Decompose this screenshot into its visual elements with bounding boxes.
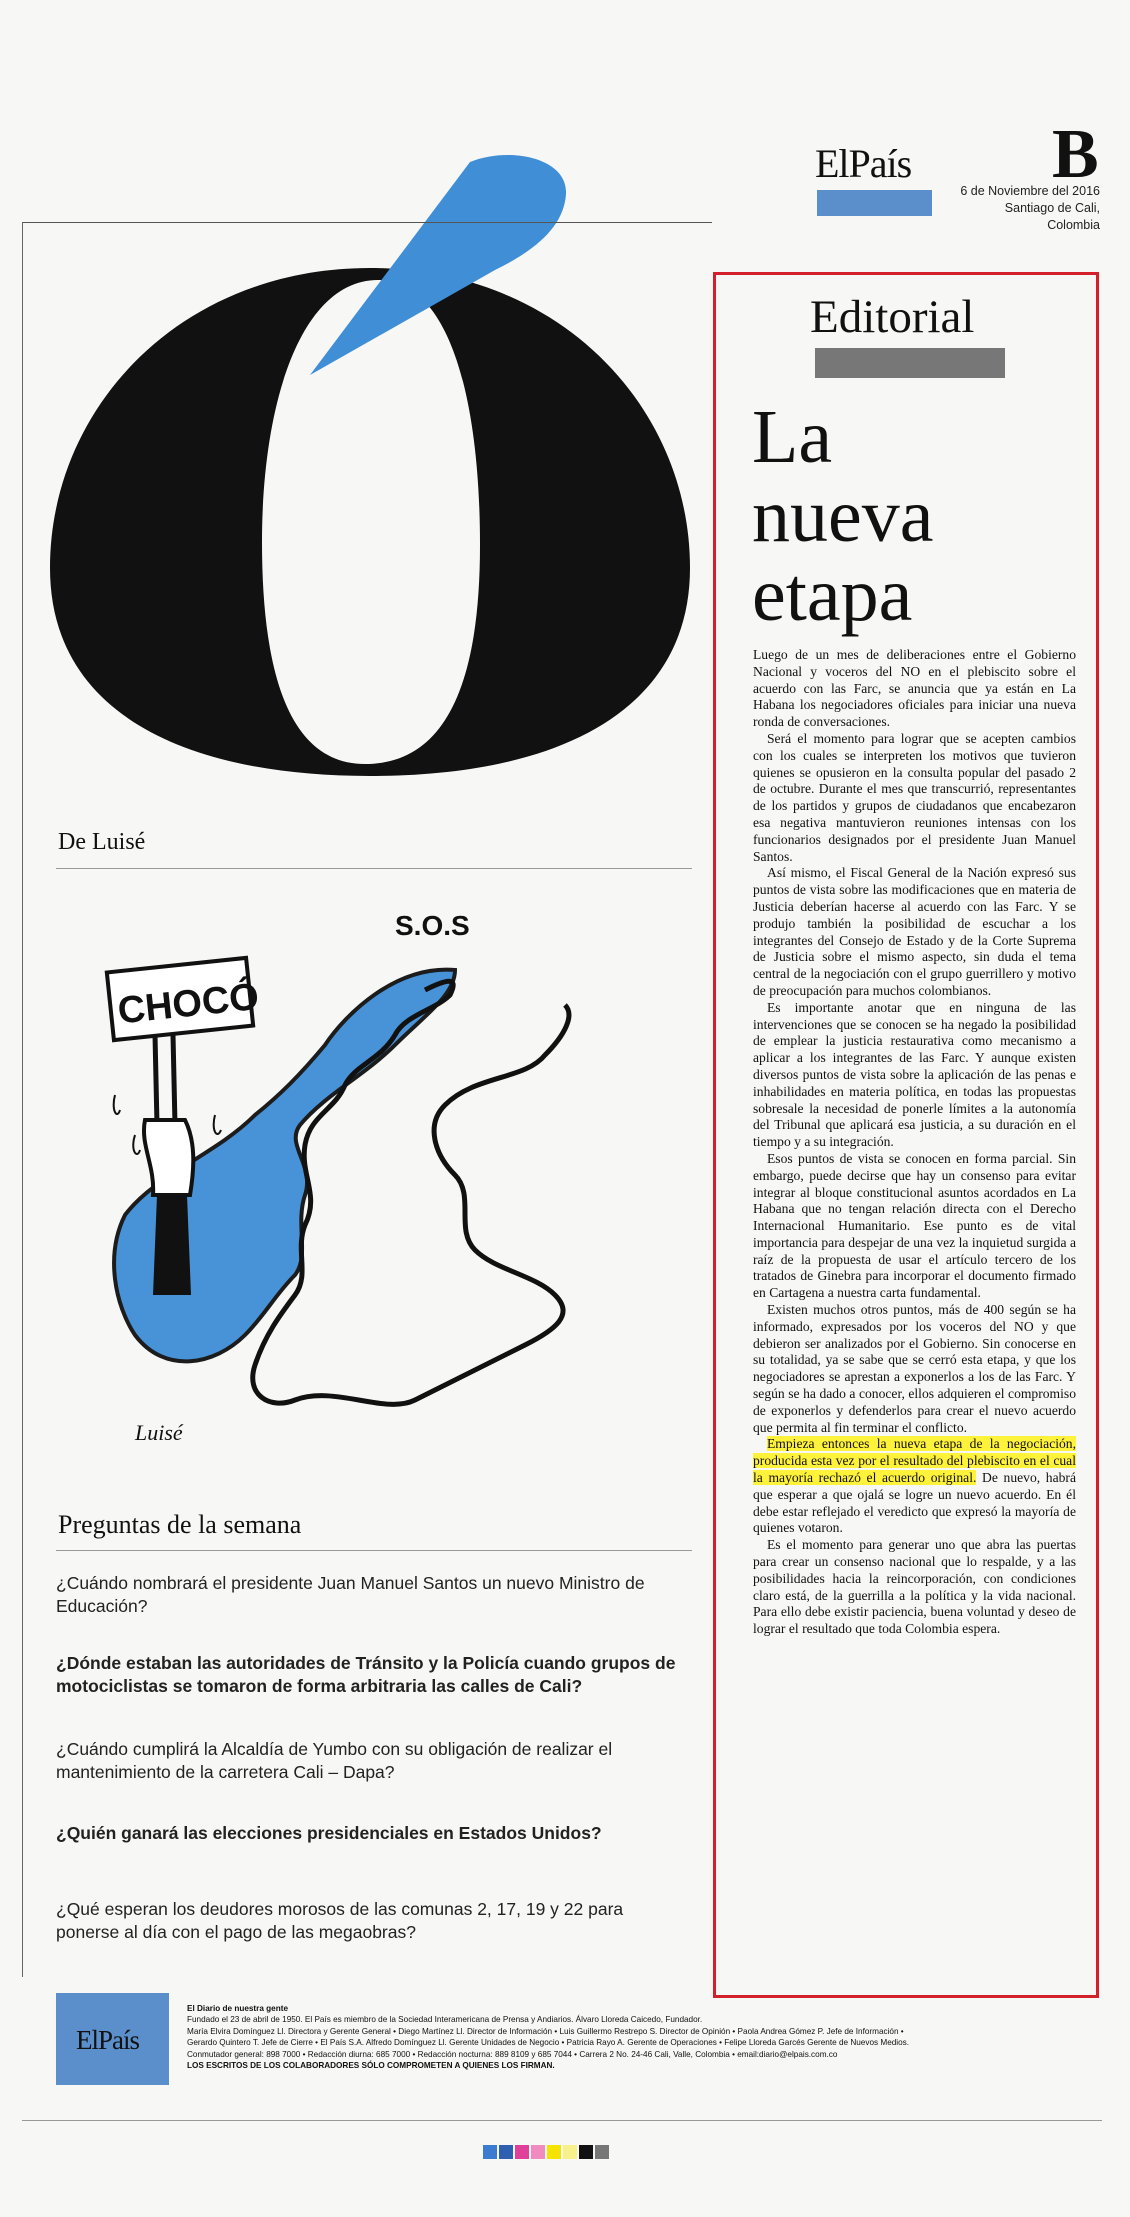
editorial-paragraph: Es el momento para generar uno que abra las puertas para crear un consenso nacional que lo respalde, y a las posibilidades hacia la reincorporación, con condiciones claro está, de la guerrilla a la política y la vida nacional. Para ello debe existir paciencia, buena voluntad y deseo de lograr el resultado que toda Colombia espera. [753, 1537, 1076, 1637]
top-rule [22, 222, 712, 223]
question-item: ¿Dónde estaban las autoridades de Tránsito y la Policía cuando grupos de motociclistas se tomaron de forma arbitraria las calles de Cali? [56, 1653, 676, 1696]
color-swatch [531, 2145, 545, 2159]
editorial-paragraph: Así mismo, el Fiscal General de la Nación expresó sus puntos de vista sobre las modificaciones que en materia de Justicia deberían hacerse al acuerdo con las Farc. Y se produjo también la posibilidad de escuchar a los integrantes del Consejo de Estado y de la Corte Suprema de Justicia sobre el mismo aspecto, sin duda el tema central de la negociación con el grupo guerrillero y motivo de preocupación para muchos colombianos. [753, 865, 1076, 998]
questions-heading: Preguntas de la semana [58, 1510, 302, 1539]
footer-line: Fundado el 23 de abril de 1950. El País es miembro de la Sociedad Interamericana de Prensa y Andiarios. Álvaro Lloreda Caicedo, Fundador. [187, 2015, 703, 2025]
footer-disclaimer: LOS ESCRITOS DE LOS COLABORADORES SÓLO COMPROMETEN A QUIENES LOS FIRMAN. [187, 2061, 555, 2071]
footer-rule [22, 2120, 1102, 2121]
cartoon-sign-text: CHOCÓ [115, 975, 261, 1033]
color-swatch [483, 2145, 497, 2159]
color-swatch [515, 2145, 529, 2159]
color-swatch [563, 2145, 577, 2159]
question-item: ¿Cuándo cumplirá la Alcaldía de Yumbo con su obligación de realizar el mantenimiento de la carretera Cali – Dapa? [56, 1739, 613, 1782]
print-color-marks [483, 2145, 609, 2159]
section-letter: B [1052, 116, 1099, 193]
editorial-label-bar [815, 348, 1005, 378]
color-swatch [499, 2145, 513, 2159]
footer-credits [187, 2003, 1087, 2071]
paragraph-continuation: De nuevo, habrá que esperar a que ojalá se logre un nuevo acuerdo. En él debe estar reflejado el veredicto que expresó la mayoría de quienes votaron. [753, 1470, 1076, 1536]
color-swatch [595, 2145, 609, 2159]
footer-tagline: El Diario de nuestra gente [187, 2004, 289, 2013]
editorial-paragraph: Existen muchos otros puntos, más de 400 según se ha informado, expresados por los voceros del NO y que debieron ser analizados por el Gobierno. Sin conocerse en su totalidad, ya se sabe que se cerró esta etapa, y que los negociadores se aprestan a exponerlos a los de las Farc. Y según se ha dado a conocer, ellos adquieren el compromiso de exponerlos y defenderlos para crear el nuevo acuerdo que permita al fin terminar el conflicto. [753, 1302, 1076, 1435]
footer-line: María Elvira Domínguez Ll. Directora y Gerente General • Diego Martínez Ll. Director de Información • Luis Guillermo Restrepo S. Director de Opinión • Paola Andrea Gómez P. Jefe de Información • [187, 2026, 904, 2036]
footer-line: Conmutador general: 898 7000 • Redacción diurna: 685 7000 • Redacción nocturna: 889 8109 y 685 7044 • Carrera 2 No. 24-46 Cali, Valle, Colombia • email:diario@elpais.com.co [187, 2049, 838, 2059]
color-swatch [547, 2145, 561, 2159]
editorial-paragraph: Luego de un mes de deliberaciones entre el Gobierno Nacional y voceros del NO en el plebiscito sobre el acuerdo con las Farc, se anuncia que ya están en La Habana los negociadores oficiales para iniciar una nueva ronda de conversaciones. [753, 647, 1076, 730]
editorial-body [753, 647, 1076, 1638]
editorial-paragraph: Será el momento para lograr que se acepten cambios con los cuales se interpreten los motivos que tuvieron quienes se opusieron en la consulta popular del pasado 2 de octubre. Durante el mes que transcurrió, representantes de los partidos y grupos de ciudadanos que encabezaron esa negativa mantuvieron reuniones intensas con los funcionarios designados por el presidente Juan Manuel Santos. [753, 730, 1076, 864]
editorial-label: Editorial [810, 291, 975, 343]
highlighted-text: Empieza entonces la nueva etapa de la negociación, producida esta vez por el resultado del plebiscito en el cual la mayoría rechazó el acuerdo original. [753, 1436, 1076, 1486]
editorial-headline [752, 395, 934, 637]
headline-line: nueva [752, 474, 934, 558]
headline-line: La [752, 395, 833, 479]
caricature-drawing [95, 895, 680, 1465]
cartoon-sos-text: S.O.S [395, 910, 470, 941]
editorial-paragraph-highlighted [753, 1436, 1076, 1537]
editorial-paragraph: Esos puntos de vista se conocen en forma parcial. Sin embargo, puede decirse que hay un consenso para evitar integrar al bloque constitucional asuntos acordados en La Habana que no tengan relación directa con el Derecho Internacional Humanitario. Ese punto es de vital importancia para despejar de una vez la inquietud surgida a raíz de la propuesta de usar el artículo tercero de los tratados de Ginebra para incorporar el documento firmado en Cartagena a nuestra carta fundamental. [753, 1150, 1076, 1301]
headline-line: etapa [752, 553, 913, 637]
big-o-accent-graphic [40, 150, 700, 780]
editorial-paragraph: Es importante anotar que en ninguna de las intervenciones que se conocen se ha negado la posibilidad de emplear la justicia restaurativa como mecanismo a aplicar a los integrantes de las Farc. Y aunque existen diversos puntos de vista sobre la aplicación de las penas e inhabilidades en materia política, en todas las propuestas sobresale la necesidad de ponerle límites a la autonomía del Tribunal que aplicará esa justicia, a su duración en el tiempo y a su integración. [753, 999, 1076, 1150]
publication-date: 6 de Noviembre del 2016 [960, 184, 1100, 198]
publication-location: Santiago de Cali, Colombia [1004, 201, 1100, 232]
question-item: ¿Cuándo nombrará el presidente Juan Manuel Santos un nuevo Ministro de Educación? [56, 1573, 645, 1616]
left-margin-rule [22, 222, 23, 1977]
caricature-rule [56, 868, 692, 869]
masthead-logo: ElPaís [815, 141, 912, 186]
question-item: ¿Qué esperan los deudores morosos de las comunas 2, 17, 19 y 22 para ponerse al día con el pago de las megaobras? [56, 1899, 624, 1942]
masthead-color-bar [817, 190, 932, 216]
cartoonist-signature: Luisé [135, 1420, 183, 1445]
questions-rule [56, 1550, 692, 1551]
publication-dateline [950, 183, 1100, 234]
footer-logo: ElPaís [76, 2025, 140, 2055]
question-item: ¿Quién ganará las elecciones presidenciales en Estados Unidos? [56, 1823, 602, 1843]
color-swatch [579, 2145, 593, 2159]
footer-line: Gerardo Quintero T. Jefe de Cierre • El País S.A. Alfredo Domínguez Ll. Gerente Unidades de Negocio • Patricia Rayo A. Gerente de Operaciones • Felipe Lloreda Garcés Gerente de Nuevos Medios. [187, 2038, 910, 2048]
caricature-heading: De Luisé [58, 829, 146, 855]
